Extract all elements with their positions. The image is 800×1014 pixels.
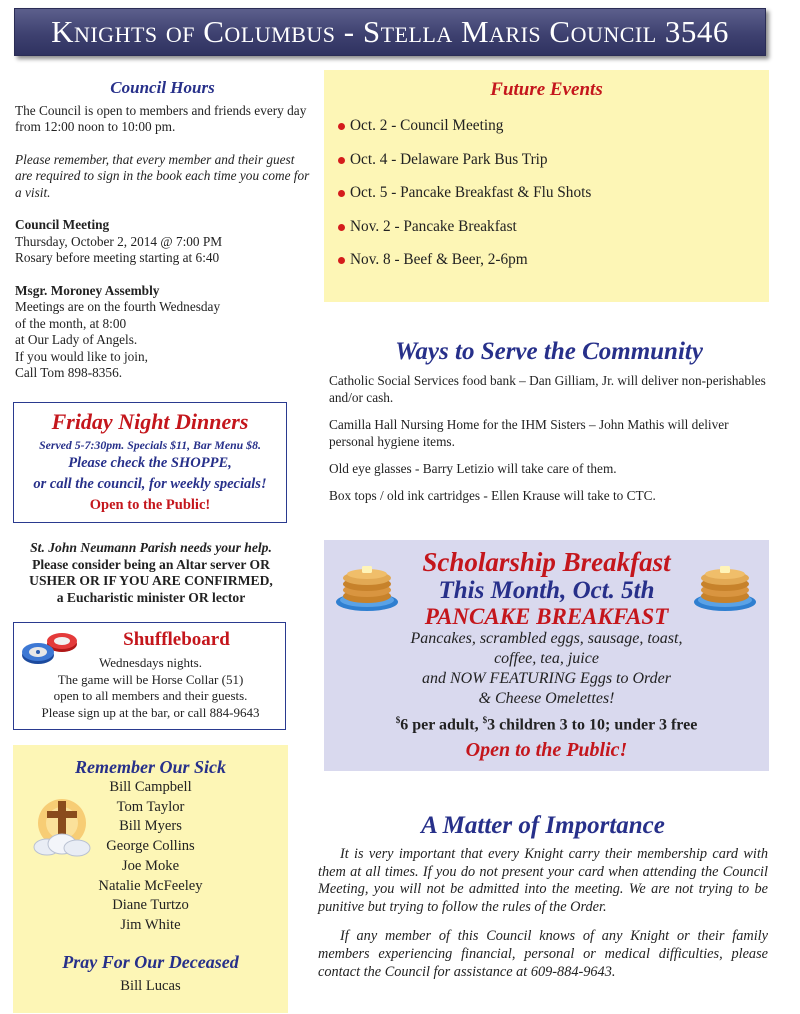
price-child: 3 children 3 to 10; under 3 free [487,716,698,734]
bullet-dot-icon [338,123,345,130]
list-item: Bill Myers [119,818,182,835]
sick-box [13,745,288,1013]
list-item: George Collins [106,838,195,855]
menu-line: & Cheese Omelettes! [478,690,615,707]
parish-line1: St. John Neumann Parish needs your help. [30,540,272,555]
assembly-line: Meetings are on the fourth Wednesday [15,299,221,314]
breakfast-price: $6 per adult, $3 children 3 to 10; under 3 free [395,715,698,734]
breakfast-subtitle: PANCAKE BREAKFAST [424,604,669,629]
future-events-box [324,70,769,302]
price-adult: 6 per adult, [400,716,483,734]
pancake-stack-icon [334,554,400,614]
event-label: Oct. 2 - Council Meeting [350,117,504,134]
scholarship-breakfast-box [324,540,769,771]
page-title: Knights of Columbus - Stella Maris Council 3546 [51,14,729,49]
list-item: Bill Lucas [120,977,181,994]
shuffleboard-line: The game will be Horse Collar (51) [57,671,244,687]
ways-item: Old eye glasses - Barry Letizio will take care of them. [329,461,617,476]
shuffleboard-box [13,622,286,730]
breakfast-menu [324,629,769,709]
sick-title: Remember Our Sick [75,757,226,777]
council-meeting-title: Council Meeting [15,217,110,232]
matter-of-importance-section [318,810,768,993]
friday-dinners-served: Served 5-7:30pm. Specials $11, Bar Menu $8. [39,438,261,452]
event-label: Nov. 2 - Pancake Breakfast [350,217,517,235]
council-meeting-date: Thursday, October 2, 2014 @ 7:00 PM [15,233,223,249]
event-label: Nov. 8 - Beef & Beer, 2-6pm [350,251,528,268]
friday-dinners-open: Open to the Public! [89,497,211,513]
bullet-dot-icon [338,190,345,197]
menu-line: coffee, tea, juice [494,650,599,667]
ways-item: Box tops / old ink cartridges - Ellen Krause will take to CTC. [329,488,656,503]
council-hours-intro: The Council is open to members and friends every day from 12:00 noon to 10:00 pm. [15,102,307,134]
breakfast-open: Open to the Public! [465,739,628,762]
future-events-title: Future Events [490,79,603,100]
menu-line: Pancakes, scrambled eggs, sausage, toast, [410,630,683,647]
list-item [324,109,769,143]
event-label: Oct. 5 - Pancake Breakfast & Flu Shots [350,184,592,201]
matter-title: A Matter of Importance [421,812,665,839]
assembly-line: of the month, at 8:00 [15,315,127,331]
friday-dinners-title: Friday Night Dinners [51,409,249,434]
future-events-list [324,109,769,277]
matter-paragraph: It is very important that every Knight carry their membership card with them at all times. If you do not present your card when attending the Council Meeting, you will not be admitted into the meeting. We are not trying to be punitive but trying to follow the rules of the Order. [318,846,768,915]
menu-line: and NOW FEATURING Eggs to Order [421,670,672,687]
shuffleboard-details [14,655,287,721]
ways-item: Catholic Social Services food bank – Dan Gilliam, Jr. will deliver non-perishables and/or cash. [329,373,766,405]
breakfast-title: Scholarship Breakfast [422,547,671,577]
list-item: Bill Campbell [109,779,192,795]
sign-in-reminder: Please remember, that every member and their guest are required to sign in the book each time you come for a visit. [15,151,310,200]
parish-line4: a Eucharistic minister OR lector [56,589,246,605]
ways-to-serve-section [329,336,769,514]
pancake-stack-icon [692,554,758,614]
deceased-names-list [13,977,288,997]
list-item [324,176,769,210]
cross-cloud-icon [31,793,93,863]
list-item: Joe Moke [121,857,180,874]
list-item [324,210,769,244]
ways-item: Camilla Hall Nursing Home for the IHM Sisters – John Mathis will deliver personal hygiene items. [329,417,729,449]
list-item: Jim White [120,916,181,933]
bullet-dot-icon [338,157,345,164]
council-meeting-rosary: Rosary before meeting starting at 6:40 [15,250,220,265]
shuffleboard-line: Wednesdays nights. [99,655,202,670]
list-item: Natalie McFeeley [98,877,203,894]
event-label: Oct. 4 - Delaware Park Bus Trip [350,150,548,168]
friday-dinners-line2: or call the council, for weekly specials! [33,476,267,492]
page-banner [14,8,766,56]
list-item [324,143,769,177]
assembly-block [15,283,310,382]
list-item: Tom Taylor [116,798,185,815]
deceased-title: Pray For Our Deceased [62,951,239,972]
assembly-title: Msgr. Moroney Assembly [15,282,160,298]
shuffleboard-title: Shuffleboard [123,629,230,650]
council-meeting-block [15,217,310,267]
breakfast-date: This Month, Oct. 5th [438,577,655,604]
bullet-dot-icon [338,224,345,231]
parish-line2: Please consider being an Altar server OR [32,556,270,572]
shuffleboard-line: open to all members and their guests. [53,688,248,703]
council-hours-section [15,80,310,398]
list-item: Diane Turtzo [112,897,189,914]
friday-dinners-box [13,402,287,523]
list-item [324,243,769,277]
assembly-line: If you would like to join, [15,348,148,364]
shuffleboard-line: Please sign up at the bar, or call 884-9643 [41,704,260,720]
friday-dinners-line1: Please check the SHOPPE, [68,455,232,471]
parish-notice [10,540,292,606]
council-hours-title: Council Hours [110,78,215,97]
matter-paragraph: If any member of this Council knows of any Knight or their family members experiencing financial, personal or medical difficulties, please contact the Council for assistance at 609-884-9643. [318,928,768,980]
ways-title: Ways to Serve the Community [395,338,703,365]
assembly-line: Call Tom 898-8356. [15,365,123,380]
bullet-dot-icon [338,257,345,264]
parish-line3: USHER OR IF YOU ARE CONFIRMED, [29,573,273,588]
assembly-line: at Our Lady of Angels. [15,332,138,347]
